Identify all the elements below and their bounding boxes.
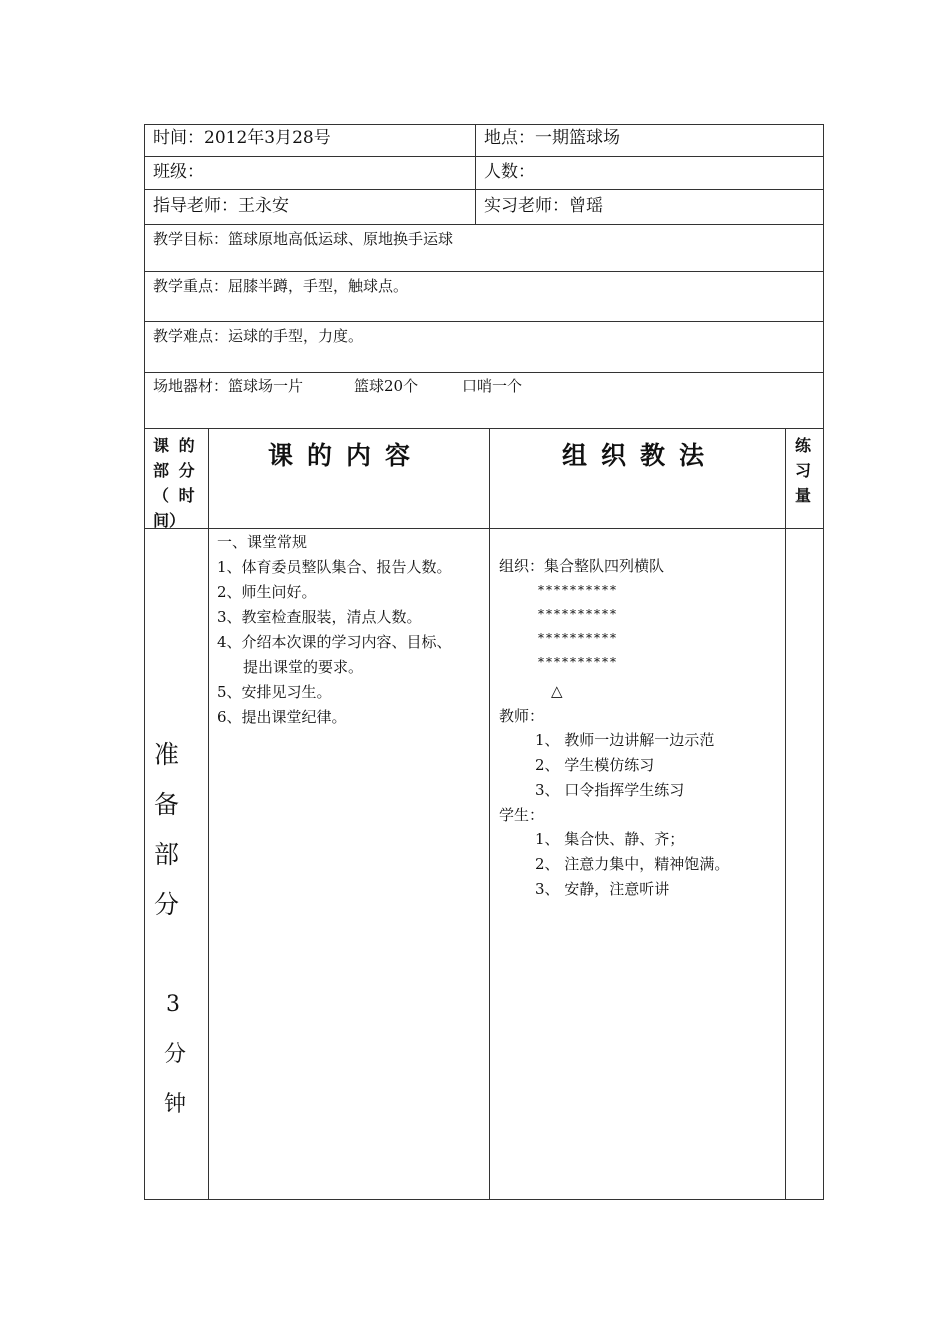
student-count: 人数： bbox=[484, 162, 535, 182]
instructor-name: 指导老师：王永安 bbox=[153, 196, 289, 216]
amount-header-char: 习 bbox=[795, 461, 812, 480]
teaching-difficulty: 教学难点：运球的手型，力度。 bbox=[153, 327, 364, 345]
duration-char: 钟 bbox=[164, 1092, 187, 1117]
column-divider bbox=[785, 428, 786, 1200]
row-divider bbox=[144, 428, 824, 429]
section-name bbox=[154, 730, 179, 930]
list-item: 提出课堂的要求。 bbox=[243, 658, 364, 676]
list-item: 3、教室检查服装，清点人数。 bbox=[217, 608, 422, 626]
list-item: 2、 注意力集中，精神饱满。 bbox=[535, 855, 730, 873]
teacher-label: 教师： bbox=[499, 707, 545, 725]
organization-title: 组织：集合整队四列横队 bbox=[499, 557, 665, 575]
list-item: 3、 口令指挥学生练习 bbox=[535, 781, 685, 799]
section-name-char: 分 bbox=[154, 890, 180, 919]
teaching-focus: 教学重点：屈膝半蹲，手型，触球点。 bbox=[153, 277, 409, 295]
list-item: 一、课堂常规 bbox=[217, 533, 308, 551]
teaching-goal: 教学目标：篮球原地高低运球、原地换手运球 bbox=[153, 230, 454, 248]
student-items bbox=[535, 827, 729, 902]
intern-name: 实习老师：曾瑶 bbox=[484, 196, 603, 216]
row-divider bbox=[144, 189, 824, 190]
duration-char: 3 bbox=[166, 992, 180, 1017]
lesson-content-list bbox=[217, 530, 452, 730]
formation-row: ********** bbox=[538, 607, 618, 621]
section-name-char: 准 bbox=[154, 740, 180, 769]
part-header-line: （ 时 bbox=[153, 486, 197, 505]
column-divider bbox=[208, 428, 209, 1200]
duration-char: 分 bbox=[164, 1042, 187, 1067]
teacher-position-icon: △ bbox=[551, 682, 563, 700]
formation-row: ********** bbox=[538, 583, 618, 597]
teacher-items bbox=[535, 728, 714, 803]
row-divider bbox=[144, 224, 824, 225]
section-name-char: 部 bbox=[154, 840, 180, 869]
formation-rows bbox=[538, 578, 618, 674]
list-item: 1、体育委员整队集合、报告人数。 bbox=[217, 558, 452, 576]
part-header-line: 部 分 bbox=[153, 461, 197, 480]
column-divider bbox=[475, 124, 476, 224]
row-divider bbox=[144, 372, 824, 373]
row-divider bbox=[144, 156, 824, 157]
part-header-line: 课 的 bbox=[153, 436, 197, 455]
equipment-balls: 篮球20个 bbox=[354, 377, 419, 395]
row-divider bbox=[144, 271, 824, 272]
list-item: 1、 教师一边讲解一边示范 bbox=[535, 731, 715, 749]
column-header-part bbox=[153, 433, 197, 533]
section-name-char: 备 bbox=[154, 790, 180, 819]
amount-header-char: 练 bbox=[795, 436, 812, 455]
column-divider bbox=[489, 428, 490, 1200]
row-divider bbox=[144, 528, 824, 529]
column-header-method: 组织教法 bbox=[562, 441, 719, 470]
list-item: 4、介绍本次课的学习内容、目标、 bbox=[217, 633, 452, 651]
list-item: 1、 集合快、静、齐； bbox=[535, 830, 685, 848]
formation-row: ********** bbox=[538, 655, 618, 669]
list-item: 2、师生问好。 bbox=[217, 583, 317, 601]
part-header-line: 间） bbox=[153, 511, 186, 530]
column-header-amount bbox=[795, 433, 811, 508]
column-header-content: 课的内容 bbox=[268, 441, 425, 470]
equipment-venue: 场地器材：篮球场一片 bbox=[153, 377, 304, 395]
lesson-location: 地点：一期篮球场 bbox=[484, 128, 620, 148]
list-item: 3、 安静，注意听讲 bbox=[535, 880, 670, 898]
row-divider bbox=[144, 321, 824, 322]
section-duration bbox=[164, 980, 186, 1130]
lesson-time: 时间：2012年3月28号 bbox=[153, 128, 331, 148]
amount-header-char: 量 bbox=[795, 486, 812, 505]
class-name: 班级： bbox=[153, 162, 204, 182]
list-item: 6、提出课堂纪律。 bbox=[217, 708, 347, 726]
formation-row: ********** bbox=[538, 631, 618, 645]
list-item: 5、安排见习生。 bbox=[217, 683, 332, 701]
student-label: 学生： bbox=[499, 806, 545, 824]
list-item: 2、 学生模仿练习 bbox=[535, 756, 655, 774]
equipment-whistle: 口哨一个 bbox=[462, 377, 523, 395]
